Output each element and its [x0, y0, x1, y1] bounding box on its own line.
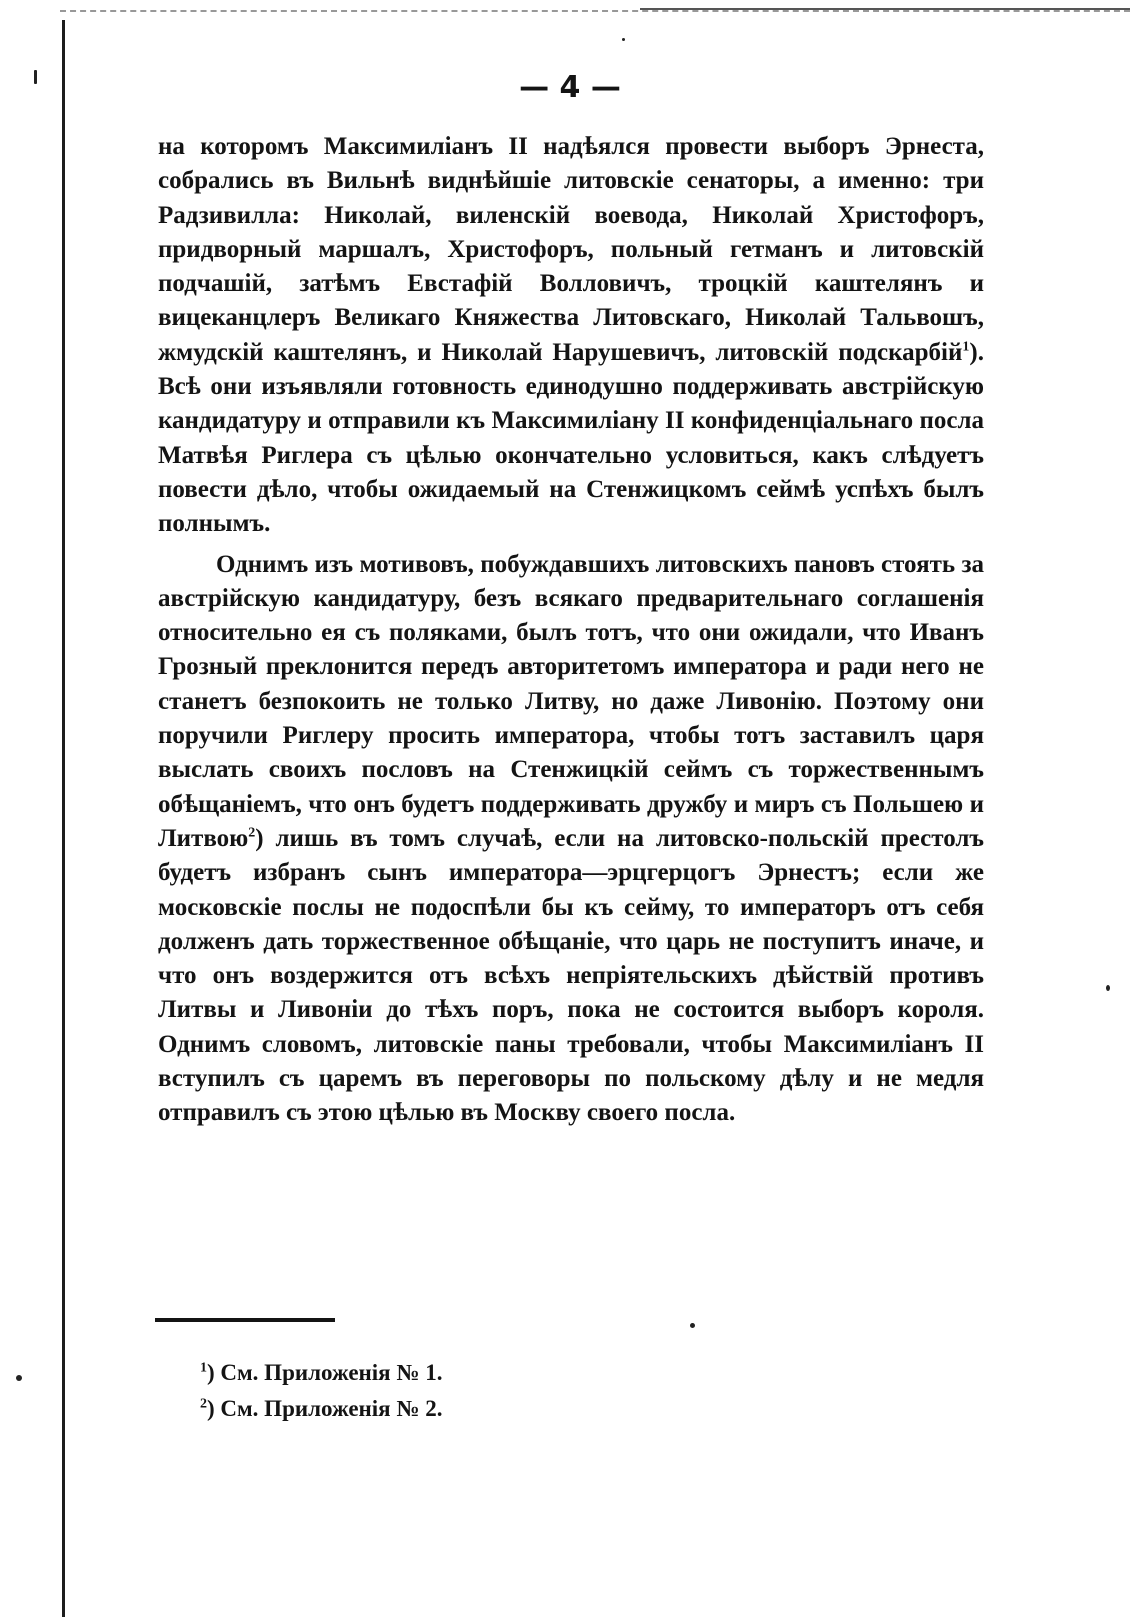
- scan-speck: [1106, 985, 1110, 991]
- scan-top-border-solid: [640, 8, 1130, 10]
- scan-left-edge: [62, 20, 65, 1617]
- page-number: — 4 —: [519, 70, 621, 105]
- paragraph-1-text-a: на которомъ Максимиліанъ II надѣялся провести выборъ Эрнеста, собрались въ Вильнѣ виднѣйшіе литовскіе сенаторы, а именно: три Радзивилла: Николай, виленскій воевода, Николай Христофоръ, придворный маршалъ, Христофоръ, польный гетманъ и литовскій подчашій, затѣмъ Евстафій Волловичъ, троцкій каштелянъ и вицеканцлеръ Великаго Княжества Литовскаго, Николай Тальвошъ, жмудскій каштелянъ, и Николай Нарушевичъ, литовскій подскарбій: [158, 133, 984, 366]
- footnote-2: [200, 1391, 800, 1427]
- paragraph-2-text-b: ) лишь въ томъ случаѣ, если на литовско-польскій престолъ будетъ избранъ сынъ императора—эрцгерцогъ Эрнестъ; если же московскіе послы не подоспѣли бы къ сейму, то императоръ отъ себя долженъ дать торжественное обѣщаніе, что царь не поступитъ иначе, и что онъ воздержится отъ всѣхъ непріятельскихъ дѣйствій противъ Литвы и Ливоніи до тѣхъ поръ, пока не состоится выборъ короля. Однимъ словомъ, литовскіе паны требовали, чтобы Максимиліанъ II вступилъ съ царемъ въ переговоры по польскому дѣлу и не медля отправилъ съ этою цѣлью въ Москву своего посла.: [158, 824, 984, 1127]
- footnote-2-mark: 2: [200, 1396, 207, 1412]
- footnote-1-text: ) См. Приложенія № 1.: [207, 1360, 443, 1385]
- body-text: [158, 130, 984, 1131]
- footnote-separator: [155, 1318, 335, 1322]
- footnote-ref-2: 2: [248, 825, 256, 841]
- scan-top-border: [60, 10, 1130, 12]
- scan-speck: [34, 70, 37, 84]
- paragraph-1: [158, 130, 984, 542]
- scan-speck: [690, 1323, 695, 1328]
- paragraph-1-text-b: ). Всѣ они изъявляли готовность единодушно поддерживать австрійскую кандидатуру и отправили къ Максимиліану II конфиденціальнаго посла Матвѣя Риглера съ цѣлью окончательно условиться, какъ слѣдуетъ повести дѣло, чтобы ожидаемый на Стенжицкомъ сеймѣ успѣхъ былъ полнымъ.: [158, 338, 984, 538]
- footnote-2-text: ) См. Приложенія № 2.: [207, 1396, 443, 1421]
- footnote-1-mark: 1: [200, 1360, 207, 1376]
- footnote-1: [200, 1355, 800, 1391]
- paragraph-2: [158, 548, 984, 1131]
- footnote-ref-1: 1: [962, 339, 970, 355]
- paragraph-2-text-a: Однимъ изъ мотивовъ, побуждавшихъ литовскихъ пановъ стоять за австрійскую кандидатуру, безъ всякаго предварительнаго соглашенія относительно ея съ поляками, былъ тотъ, что они ожидали, что Иванъ Грозный преклонится передъ авторитетомъ императора и ради него не станетъ безпокоить не только Литву, но даже Ливонію. Поэтому они поручили Риглеру просить императора, чтобы тотъ заставилъ царя выслать своихъ пословъ на Стенжицкій сеймъ съ торжественнымъ обѣщаніемъ, что онъ будетъ поддерживать дружбу и миръ съ Польшею и Литвою: [158, 550, 984, 852]
- scan-speck: [16, 1375, 22, 1381]
- footnotes: [200, 1355, 800, 1427]
- scan-speck: [622, 38, 625, 41]
